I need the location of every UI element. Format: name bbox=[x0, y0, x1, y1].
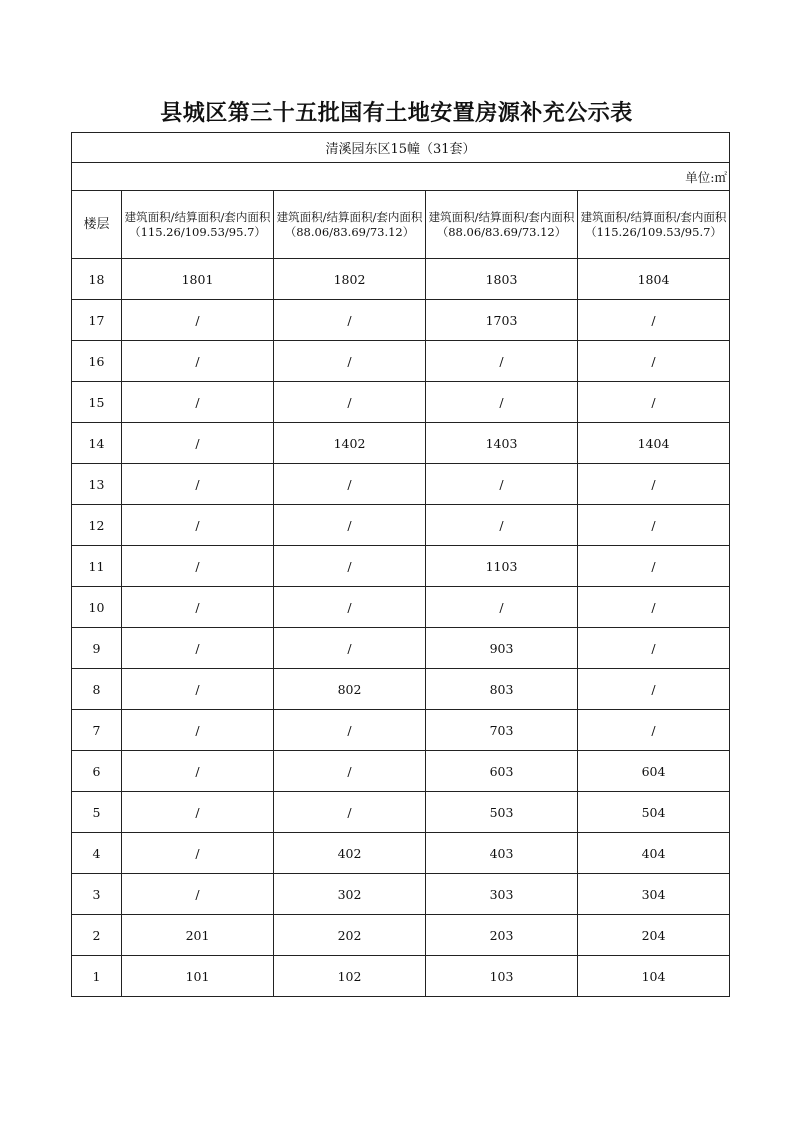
unit-cell: 1804 bbox=[578, 259, 730, 300]
unit-cell: 1802 bbox=[274, 259, 426, 300]
table-row bbox=[72, 669, 730, 710]
unit-row bbox=[72, 163, 730, 191]
column-caption: 建筑面积/结算面积/套内面积 bbox=[428, 209, 575, 224]
table-row bbox=[72, 628, 730, 669]
floor-cell: 7 bbox=[72, 710, 122, 751]
unit-cell: 404 bbox=[578, 833, 730, 874]
floor-cell: 8 bbox=[72, 669, 122, 710]
unit-cell: 1803 bbox=[426, 259, 578, 300]
unit-cell: / bbox=[274, 341, 426, 382]
unit-cell: / bbox=[578, 341, 730, 382]
table-row bbox=[72, 874, 730, 915]
project-row bbox=[72, 133, 730, 163]
table-row bbox=[72, 833, 730, 874]
unit-cell: / bbox=[122, 792, 274, 833]
unit-cell: / bbox=[122, 464, 274, 505]
unit-cell: / bbox=[122, 505, 274, 546]
unit-cell: / bbox=[274, 505, 426, 546]
unit-cell: / bbox=[122, 710, 274, 751]
page-title: 县城区第三十五批国有土地安置房源补充公示表 bbox=[160, 100, 633, 126]
unit-cell: 201 bbox=[122, 915, 274, 956]
unit-cell: 303 bbox=[426, 874, 578, 915]
unit-cell: 203 bbox=[426, 915, 578, 956]
unit-cell: / bbox=[274, 587, 426, 628]
unit-cell: / bbox=[274, 628, 426, 669]
unit-cell: / bbox=[122, 874, 274, 915]
unit-cell: 403 bbox=[426, 833, 578, 874]
table-row bbox=[72, 587, 730, 628]
table-row bbox=[72, 423, 730, 464]
floor-header: 楼层 bbox=[72, 191, 122, 259]
project-name: 清溪园东区15幢（31套） bbox=[72, 133, 730, 163]
unit-cell: / bbox=[274, 751, 426, 792]
unit-cell: / bbox=[122, 587, 274, 628]
table-row bbox=[72, 915, 730, 956]
column-dimensions: （88.06/83.69/73.12） bbox=[284, 224, 415, 239]
unit-cell: 1103 bbox=[426, 546, 578, 587]
floor-cell: 11 bbox=[72, 546, 122, 587]
unit-cell: / bbox=[122, 382, 274, 423]
table-row bbox=[72, 300, 730, 341]
unit-cell: / bbox=[426, 341, 578, 382]
unit-cell: 503 bbox=[426, 792, 578, 833]
column-caption: 建筑面积/结算面积/套内面积 bbox=[580, 209, 727, 224]
column-header bbox=[122, 191, 274, 259]
column-header bbox=[578, 191, 730, 259]
unit-cell: / bbox=[122, 628, 274, 669]
column-dimensions: （115.26/109.53/95.7） bbox=[129, 224, 266, 239]
floor-cell: 9 bbox=[72, 628, 122, 669]
unit-cell: / bbox=[578, 587, 730, 628]
unit-cell: 504 bbox=[578, 792, 730, 833]
unit-cell: / bbox=[122, 546, 274, 587]
unit-cell: 402 bbox=[274, 833, 426, 874]
unit-cell: 104 bbox=[578, 956, 730, 997]
unit-cell: 604 bbox=[578, 751, 730, 792]
unit-cell: / bbox=[426, 464, 578, 505]
floor-cell: 6 bbox=[72, 751, 122, 792]
unit-cell: 903 bbox=[426, 628, 578, 669]
unit-cell: / bbox=[274, 382, 426, 423]
unit-cell: 102 bbox=[274, 956, 426, 997]
unit-cell: 703 bbox=[426, 710, 578, 751]
table-row bbox=[72, 546, 730, 587]
floor-cell: 16 bbox=[72, 341, 122, 382]
unit-cell: / bbox=[274, 710, 426, 751]
table-row bbox=[72, 341, 730, 382]
table-row bbox=[72, 464, 730, 505]
unit-cell: / bbox=[274, 792, 426, 833]
unit-cell: / bbox=[578, 300, 730, 341]
unit-cell: 603 bbox=[426, 751, 578, 792]
unit-cell: 1801 bbox=[122, 259, 274, 300]
unit-cell: / bbox=[274, 464, 426, 505]
column-caption: 建筑面积/结算面积/套内面积 bbox=[124, 209, 271, 224]
floor-cell: 15 bbox=[72, 382, 122, 423]
unit-cell: / bbox=[426, 505, 578, 546]
unit-cell: / bbox=[122, 423, 274, 464]
table-row bbox=[72, 505, 730, 546]
unit-cell: 101 bbox=[122, 956, 274, 997]
unit-cell: / bbox=[578, 464, 730, 505]
unit-cell: / bbox=[426, 587, 578, 628]
unit-cell: 803 bbox=[426, 669, 578, 710]
unit-cell: 802 bbox=[274, 669, 426, 710]
unit-cell: / bbox=[578, 628, 730, 669]
table-row bbox=[72, 710, 730, 751]
unit-cell: / bbox=[122, 833, 274, 874]
unit-cell: / bbox=[274, 546, 426, 587]
unit-cell: / bbox=[578, 710, 730, 751]
floor-cell: 10 bbox=[72, 587, 122, 628]
unit-cell: / bbox=[578, 546, 730, 587]
floor-cell: 18 bbox=[72, 259, 122, 300]
floor-cell: 3 bbox=[72, 874, 122, 915]
unit-cell: 1703 bbox=[426, 300, 578, 341]
column-header bbox=[274, 191, 426, 259]
column-dimensions: （88.06/83.69/73.12） bbox=[436, 224, 567, 239]
column-header bbox=[426, 191, 578, 259]
table-row bbox=[72, 956, 730, 997]
unit-cell: 302 bbox=[274, 874, 426, 915]
unit-cell: / bbox=[122, 669, 274, 710]
unit-cell: / bbox=[578, 669, 730, 710]
unit-cell: 1404 bbox=[578, 423, 730, 464]
unit-cell: / bbox=[122, 341, 274, 382]
table-row bbox=[72, 382, 730, 423]
unit-cell: 202 bbox=[274, 915, 426, 956]
table-row bbox=[72, 751, 730, 792]
floor-cell: 17 bbox=[72, 300, 122, 341]
table-row bbox=[72, 792, 730, 833]
unit-cell: 1402 bbox=[274, 423, 426, 464]
floor-cell: 1 bbox=[72, 956, 122, 997]
floor-cell: 4 bbox=[72, 833, 122, 874]
unit-cell: / bbox=[578, 382, 730, 423]
floor-cell: 14 bbox=[72, 423, 122, 464]
unit-cell: 304 bbox=[578, 874, 730, 915]
floor-cell: 2 bbox=[72, 915, 122, 956]
unit-label: 单位:㎡ bbox=[72, 163, 730, 191]
floor-cell: 5 bbox=[72, 792, 122, 833]
unit-cell: 1403 bbox=[426, 423, 578, 464]
unit-cell: / bbox=[578, 505, 730, 546]
housing-table bbox=[71, 132, 730, 997]
header-row bbox=[72, 191, 730, 259]
floor-cell: 13 bbox=[72, 464, 122, 505]
column-dimensions: （115.26/109.53/95.7） bbox=[585, 224, 722, 239]
column-caption: 建筑面积/结算面积/套内面积 bbox=[276, 209, 423, 224]
table-row bbox=[72, 259, 730, 300]
unit-cell: 103 bbox=[426, 956, 578, 997]
unit-cell: / bbox=[274, 300, 426, 341]
unit-cell: 204 bbox=[578, 915, 730, 956]
unit-cell: / bbox=[122, 300, 274, 341]
unit-cell: / bbox=[426, 382, 578, 423]
floor-cell: 12 bbox=[72, 505, 122, 546]
unit-cell: / bbox=[122, 751, 274, 792]
